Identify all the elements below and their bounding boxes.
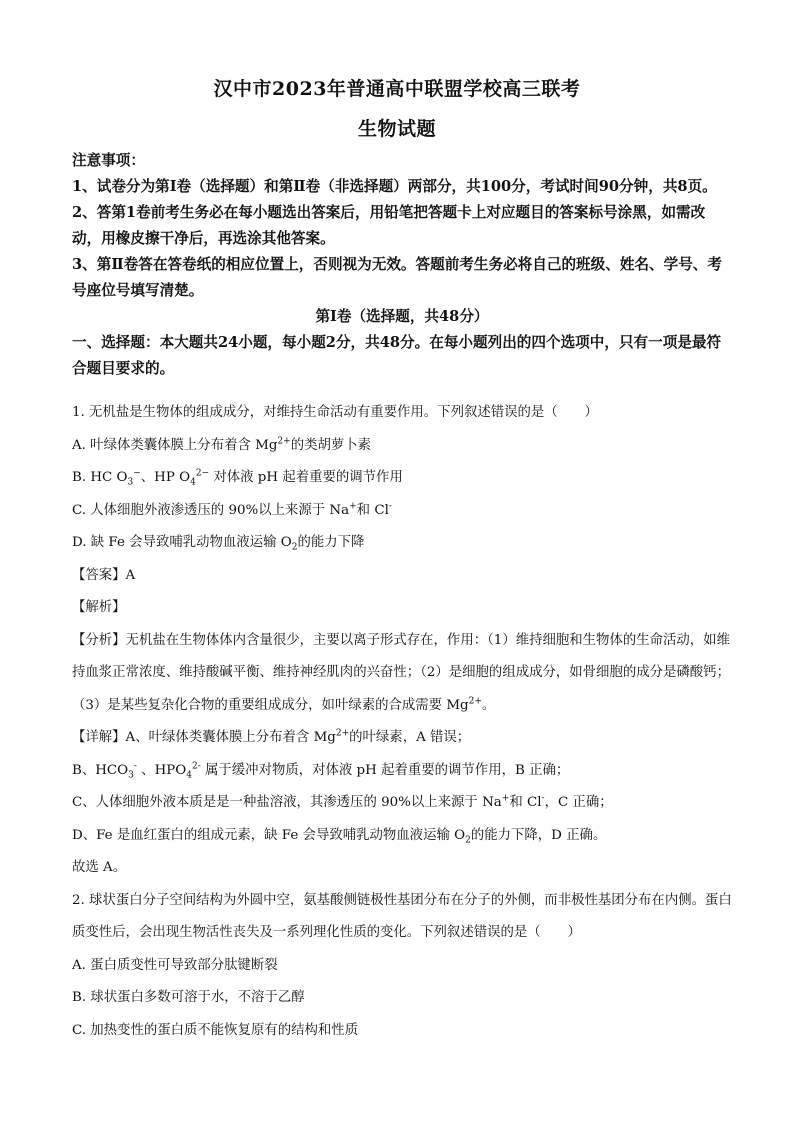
q1-option-c-mid: 和 Cl xyxy=(356,502,389,518)
q1-detail-d xyxy=(72,820,732,853)
q1-option-b-sup1: − xyxy=(133,468,141,479)
q1-detail-d-sub: 2 xyxy=(465,835,471,846)
notice-section xyxy=(72,148,732,382)
notice-item-2: 2、答第1卷前考生务必在每小题选出答案后，用铅笔把答题卡上对应题目的答案标号涂黑，如需改动，用橡皮擦干净后，再选涂其他答案。 xyxy=(72,204,706,247)
q1-detail-a xyxy=(72,722,732,755)
q2-stem: 2. 球状蛋白分子空间结构为外圆中空，氨基酸侧链极性基团分布在分子的外侧，而非极性基团分布在内侧。蛋白质变性后，会出现生物活性丧失及一系列理化性质的变化。下列叙述错误的是（ ） xyxy=(72,892,732,940)
q1-option-b-sub1: 3 xyxy=(127,477,134,488)
q1-detail-b-text: B、HCO xyxy=(72,762,129,778)
q1-option-d-text: D. 缺 Fe 会导致哺乳动物血液运输 O xyxy=(72,535,292,550)
q1-option-a-tail: 的类胡萝卜素 xyxy=(290,437,372,453)
q1-detail-d-text: D、Fe 是血红蛋白的组成元素，缺 Fe 会导致哺乳动物血液运输 O xyxy=(72,827,466,843)
q1-detail-a-sup: 2+ xyxy=(335,728,350,739)
q1-option-a-sup: 2+ xyxy=(277,436,291,447)
q1-detail-c-text: C、人体细胞外液本质是是一种盐溶液，其渗透压的 90%以上来源于 Na xyxy=(72,795,502,810)
q1-detail-c-sup1: + xyxy=(501,793,510,804)
q1-option-d xyxy=(72,527,732,560)
q1-option-d-sub: 2 xyxy=(291,542,298,553)
q1-detail-b-sup2: 2- xyxy=(191,761,201,772)
q1-fenxi-end: 。 xyxy=(481,697,496,713)
q1-option-a-text: A. 叶绿体类囊体膜上分布着含 Mg xyxy=(72,437,278,453)
q1-detail-b-sub1: 3 xyxy=(128,770,134,781)
exam-subtitle: 生物试题 xyxy=(357,118,436,140)
q1-fenxi-sup: 2+ xyxy=(468,696,482,707)
q1-detail-b xyxy=(72,755,732,788)
q1-option-b-sub2: 4 xyxy=(190,477,196,488)
q1-fenxi-text: 【分析】无机盐在生物体体内含量很少，主要以离子形式存在，作用：（1）维持细胞和生物体的生命活动，如维持血浆正常浓度、维持酸碱平衡、维持神经肌肉的兴奋性；（2）是细胞的组成成分，如骨细胞的成分是磷酸钙；（3）是某些复杂化合物的重要组成成分，如叶绿素的合成需要 Mg xyxy=(72,632,730,713)
q1-detail-b-tail: 属于缓冲对物质，对体液 pH 起着重要的调节作用，B 正确； xyxy=(200,762,570,778)
q1-detail-c-mid: 和 Cl xyxy=(509,795,542,810)
q1-answer: 【答案】A xyxy=(72,567,136,583)
q1-detail-a-tail: 的叶绿素，A 错误； xyxy=(349,730,471,745)
section-title: 第Ⅰ卷（选择题，共48分） xyxy=(315,308,489,325)
q1-option-c-text: C. 人体细胞外液渗透压的 90%以上来源于 Na xyxy=(72,502,350,518)
q1-option-b xyxy=(72,462,732,495)
q1-option-d-tail: 的能力下降 xyxy=(297,535,365,550)
q1-analysis-label: 【解析】 xyxy=(72,600,126,615)
q1-detail-b-sub2: 4 xyxy=(186,770,192,781)
q1-option-a xyxy=(72,430,732,463)
q1-detail-c-sup2: - xyxy=(541,793,545,804)
exam-title: 汉中市2023年普通高中联盟学校高三联考 xyxy=(213,78,581,100)
q1-detail-c-tail: ，C 正确； xyxy=(544,795,613,810)
notice-item-1: 1、试卷分为第Ⅰ卷（选择题）和第Ⅱ卷（非选择题）两部分，共100分，考试时间90分钟，共8页。 xyxy=(72,178,717,195)
q1-detail-a-text: 【详解】A、叶绿体类囊体膜上分布着含 Mg xyxy=(72,730,336,745)
q1-option-c-sup1: + xyxy=(349,501,357,512)
q1-stem: 1. 无机盐是生物体的组成成分，对维持生命活动有重要作用。下列叙述错误的是（ ） xyxy=(72,405,598,420)
q1-option-b-tail: 对体液 pH 起着重要的调节作用 xyxy=(209,470,403,485)
q2-option-b: B. 球状蛋白多数可溶于水，不溶于乙醇 xyxy=(72,990,305,1005)
question-body xyxy=(72,397,732,1047)
q1-option-b-text: B. HC O xyxy=(72,470,128,485)
notice-heading: 注意事项： xyxy=(72,152,145,169)
q1-detail-c xyxy=(72,787,732,820)
q2-option-c: C. 加热变性的蛋白质不能恢复原有的结构和性质 xyxy=(72,1022,359,1038)
notice-item-3: 3、第Ⅱ卷答在答卷纸的相应位置上，否则视为无效。答题前考生务必将自己的班级、姓名、学号、考号座位号填写清楚。 xyxy=(72,256,722,299)
q2-option-a: A. 蛋白质变性可导致部分肽键断裂 xyxy=(72,957,278,973)
section-intro: 一、选择题：本大题共24小题，每小题2分，共48分。在每小题列出的四个选项中，只有一项是最符合题目要求的。 xyxy=(72,334,722,377)
q1-option-b-sup2: 2− xyxy=(195,468,210,479)
q1-conclusion: 故选 A。 xyxy=(72,860,127,875)
q1-detail-b-sup1: - xyxy=(133,761,137,772)
q1-option-c xyxy=(72,495,732,528)
q1-option-b-mid: 、HP O xyxy=(140,470,191,485)
q1-fenxi xyxy=(72,625,732,723)
q1-option-c-sup2: - xyxy=(388,501,392,512)
q1-detail-b-mid: 、HPO xyxy=(136,762,187,778)
q1-detail-d-tail: 的能力下降，D 正确。 xyxy=(470,827,607,843)
